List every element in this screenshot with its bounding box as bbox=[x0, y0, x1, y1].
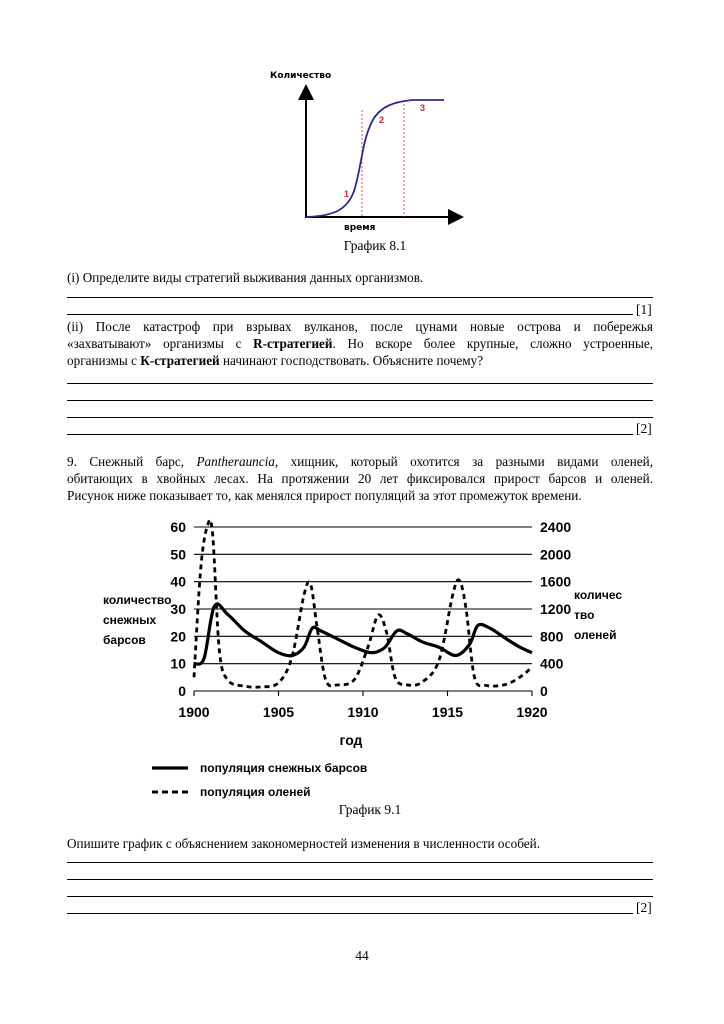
text-run: Рисунок ниже показывает то, как менялся прирост популяций за этот промежуток времени. bbox=[67, 488, 582, 503]
marks-ii: [2] bbox=[636, 421, 652, 436]
graph-8-phase-label-2: 2 bbox=[379, 115, 385, 125]
final-question-text: Опишите график с объяснением закономерностей изменения в численности особей. bbox=[67, 836, 540, 851]
right-label-line: тво bbox=[574, 608, 595, 622]
y-right-tick-label: 1200 bbox=[540, 601, 572, 617]
legend-label-snow-leopards: популяция снежных барсов bbox=[200, 761, 368, 775]
bold-term: R-стратегией bbox=[253, 336, 333, 351]
answer-line[interactable] bbox=[67, 862, 653, 863]
y-right-tick-label: 400 bbox=[540, 655, 564, 672]
graph-8-caption: График 8.1 bbox=[343, 238, 407, 253]
right-label-line: оленей bbox=[574, 628, 617, 642]
x-tick-label: 1920 bbox=[516, 704, 548, 720]
y-left-tick-label: 20 bbox=[170, 628, 186, 645]
page-number: 44 bbox=[355, 948, 369, 963]
graph-8-phase-label-1: 1 bbox=[344, 189, 350, 199]
y-left-tick-label: 30 bbox=[170, 601, 186, 617]
x-tick-label: 1910 bbox=[347, 704, 379, 720]
right-label-line: количес bbox=[574, 588, 623, 602]
question-i-text: (i) Определите виды стратегий выживания данных организмов. bbox=[67, 270, 424, 285]
answer-line[interactable] bbox=[67, 896, 653, 897]
answer-line[interactable] bbox=[67, 879, 653, 880]
y-right-tick-label: 2400 bbox=[540, 519, 572, 535]
y-right-tick-label: 2000 bbox=[540, 546, 572, 563]
graph-9-caption: График 9.1 bbox=[338, 802, 402, 817]
graph-9-xlabel: год bbox=[339, 732, 363, 748]
text-run: «захватывают» организмы с bbox=[67, 336, 254, 351]
text-run: 9. Снежный барс, bbox=[67, 454, 197, 469]
bold-term: К-стратегией bbox=[140, 353, 220, 368]
y-right-tick-label: 800 bbox=[540, 628, 564, 645]
y-left-tick-label: 60 bbox=[170, 519, 186, 535]
marks-i: [1] bbox=[636, 302, 652, 317]
text-run: начинают господствовать. Объясните почему? bbox=[219, 353, 484, 368]
snow-leopard-population-line bbox=[194, 604, 532, 664]
legend-label-deer: популяция оленей bbox=[200, 785, 311, 799]
y-left-tick-label: 50 bbox=[170, 546, 186, 563]
text-run: . Но вскоре более крупные, сложно устроенные, bbox=[332, 336, 653, 351]
y-left-tick-label: 0 bbox=[178, 683, 186, 699]
x-tick-label: 1900 bbox=[178, 704, 210, 720]
y-right-tick-label: 1600 bbox=[540, 573, 572, 590]
graph-8-ylabel: Количество bbox=[270, 71, 332, 81]
graph-8-phase-label-3: 3 bbox=[420, 103, 426, 113]
marks-final: [2] bbox=[636, 900, 652, 915]
text-run: организмы с bbox=[67, 353, 141, 368]
text-run: , хищник, который охотится за разными видами оленей, bbox=[274, 454, 653, 469]
italic-term: Pantherauncia bbox=[196, 454, 275, 469]
text-run: обитающих в хвойных лесах. На протяжении 20 лет фиксировался прирост барсов и оленей. bbox=[67, 471, 653, 486]
deer-population-line bbox=[194, 520, 532, 687]
graph-8-xlabel: время bbox=[344, 223, 376, 233]
left-label-line: количество bbox=[103, 593, 172, 607]
x-tick-label: 1915 bbox=[431, 704, 464, 720]
text-run: (ii) После катастроф при взрывах вулканов, после цунами новые острова и побережья bbox=[67, 319, 653, 334]
graph-9-left-axis-label bbox=[103, 590, 171, 650]
answer-line[interactable] bbox=[67, 913, 633, 914]
x-tick-label: 1905 bbox=[262, 704, 295, 720]
y-left-tick-label: 40 bbox=[170, 573, 186, 590]
left-label-line: снежных bbox=[103, 613, 157, 627]
y-right-tick-label: 0 bbox=[540, 683, 548, 699]
graph-9-right-axis-label bbox=[574, 585, 622, 645]
y-left-tick-label: 10 bbox=[170, 655, 186, 672]
left-label-line: барсов bbox=[103, 633, 146, 647]
